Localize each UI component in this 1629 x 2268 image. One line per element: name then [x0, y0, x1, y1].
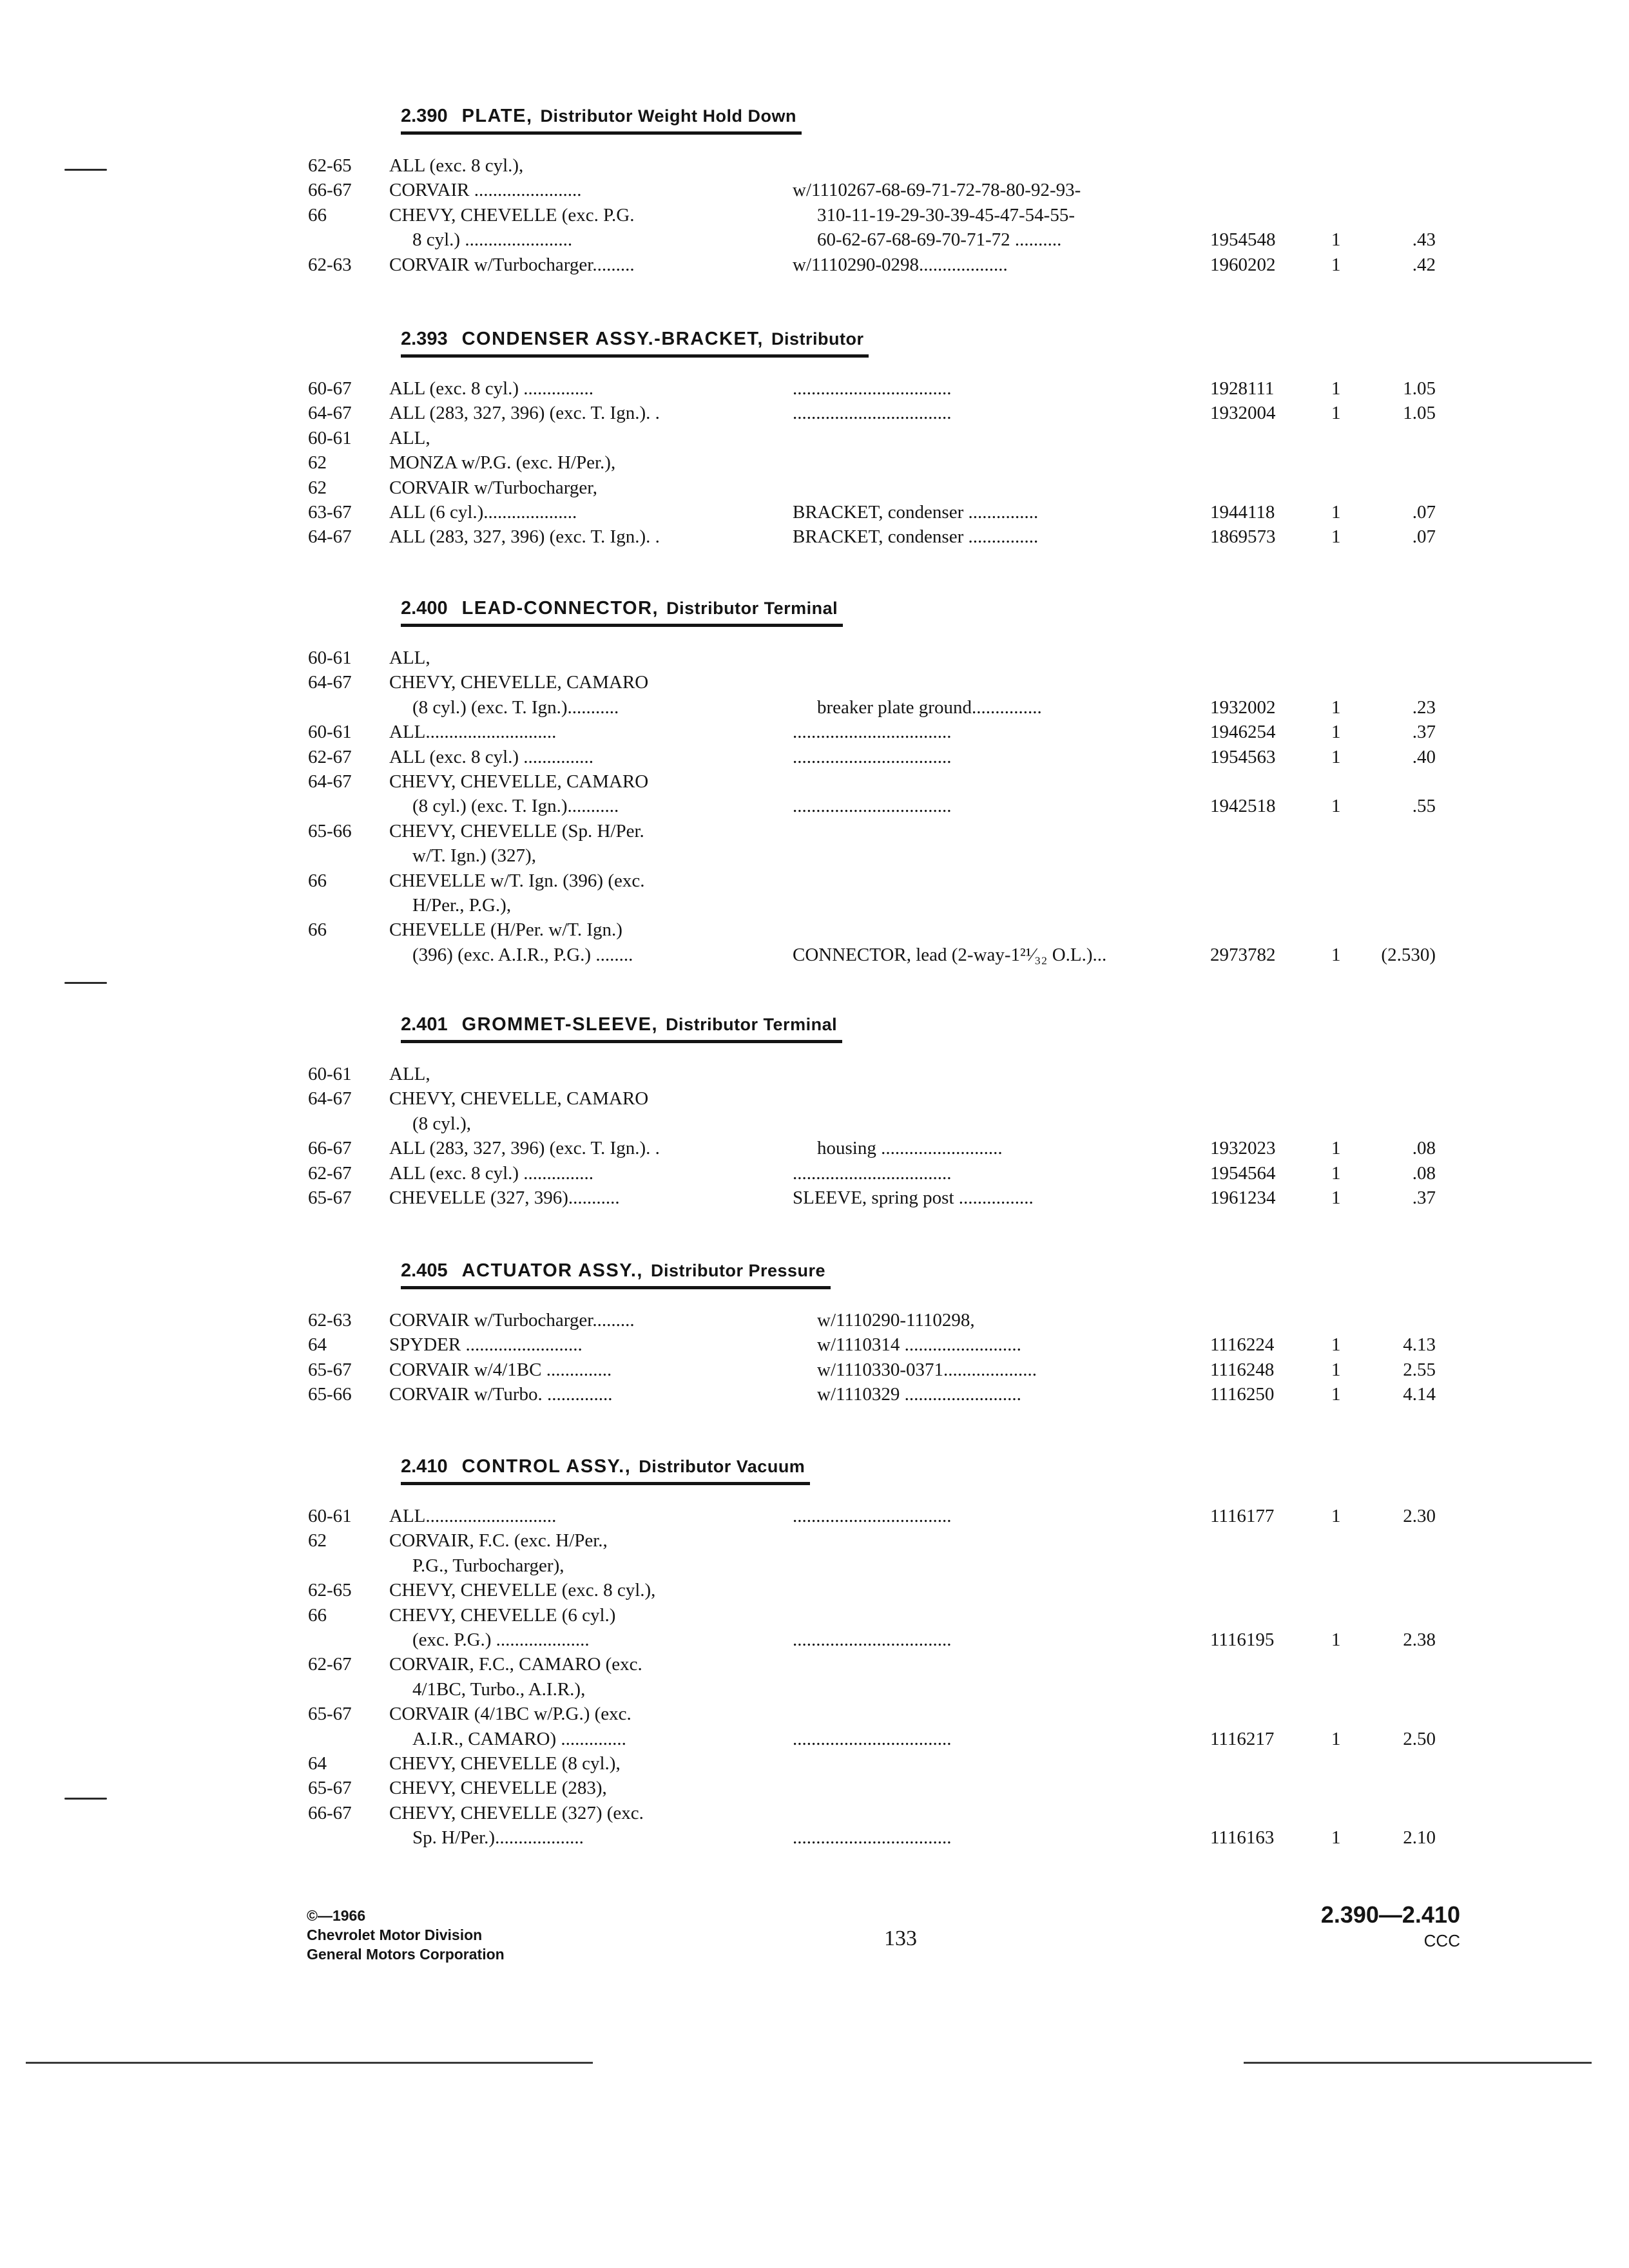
note-cell: housing ..........................: [817, 1138, 1003, 1159]
application-cell: ALL (283, 327, 396) (exc. T. Ign.). .: [389, 526, 660, 548]
application-cell: CHEVY, CHEVELLE (exc. 8 cyl.),: [389, 1580, 656, 1601]
table-row: [0, 253, 1629, 277]
price-cell: 2.55: [1403, 1359, 1436, 1380]
part-number-cell: 1116217: [1210, 1728, 1275, 1749]
note-cell: ..................................: [793, 1629, 952, 1650]
note-cell: 310-11-19-29-30-39-45-47-54-55-: [817, 204, 1075, 226]
year-cell: 62: [308, 477, 327, 498]
section-heading: [401, 595, 843, 627]
bottom-rule-right: [1244, 2062, 1592, 2064]
section-description: Distributor Pressure: [650, 1261, 826, 1280]
price-cell: .40: [1412, 746, 1436, 767]
year-cell: 62: [308, 452, 327, 474]
note-cell: ..................................: [793, 1728, 952, 1749]
table-row: [0, 720, 1629, 744]
section-heading: [401, 1012, 842, 1043]
division-name: Chevrolet Motor Division: [307, 1927, 483, 1943]
year-cell: 62-65: [308, 1580, 352, 1601]
year-cell: 64: [308, 1334, 327, 1356]
application-cell: CHEVELLE (327, 396)...........: [389, 1187, 620, 1208]
application-cell: CHEVY, CHEVELLE, CAMARO: [389, 771, 649, 792]
table-row: [0, 943, 1629, 967]
note-cell: CONNECTOR, lead (2-way-1²¹⁄₃₂ O.L.)...: [793, 944, 1107, 965]
quantity-cell: 1: [1331, 722, 1341, 743]
parts-table: [0, 1308, 1629, 1407]
section-number: 2.393: [401, 329, 448, 349]
note-cell: 60-62-67-68-69-70-71-72 ..........: [817, 229, 1062, 251]
year-cell: 64-67: [308, 771, 352, 792]
quantity-cell: 1: [1331, 229, 1341, 251]
table-row: [0, 1751, 1629, 1776]
application-cell: CHEVY, CHEVELLE (6 cyl.): [389, 1604, 616, 1626]
table-row: [0, 476, 1629, 500]
part-number-cell: 1944118: [1210, 501, 1275, 523]
part-number-cell: 1932004: [1210, 403, 1276, 424]
table-row: [0, 1702, 1629, 1726]
year-cell: 65-66: [308, 1384, 352, 1405]
table-row: [0, 450, 1629, 475]
note-cell: ..................................: [793, 746, 952, 767]
corporation-name: General Motors Corporation: [307, 1946, 505, 1963]
note-cell: w/1110290-1110298,: [817, 1310, 975, 1331]
bottom-rule-left: [26, 2062, 593, 2064]
part-number-cell: 1954563: [1210, 746, 1276, 767]
quantity-cell: 1: [1331, 254, 1341, 275]
price-cell: .37: [1412, 1187, 1436, 1208]
year-cell: 62: [308, 1530, 327, 1552]
section-number: 2.410: [401, 1456, 448, 1477]
table-row: [0, 1727, 1629, 1751]
year-cell: 62-65: [308, 155, 352, 176]
note-cell: w/1110267-68-69-71-72-78-80-92-93-: [793, 180, 1081, 201]
section-number: 2.390: [401, 106, 448, 126]
year-cell: 60-61: [308, 1064, 352, 1084]
quantity-cell: 1: [1331, 501, 1341, 523]
price-cell: 2.10: [1403, 1827, 1436, 1849]
application-cell: CORVAIR .......................: [389, 180, 582, 201]
application-cell: A.I.R., CAMARO) ..............: [412, 1728, 626, 1749]
application-cell: ALL (283, 327, 396) (exc. T. Ign.). .: [389, 1138, 660, 1159]
application-cell: CHEVELLE w/T. Ign. (396) (exc.: [389, 870, 645, 891]
year-cell: 63-67: [308, 501, 352, 523]
year-cell: 65-67: [308, 1187, 352, 1208]
part-number-cell: 1946254: [1210, 722, 1276, 743]
table-row: [0, 646, 1629, 670]
note-cell: ..................................: [793, 1506, 952, 1526]
note-cell: w/1110314 .........................: [817, 1334, 1021, 1356]
application-cell: 8 cyl.) .......................: [412, 229, 573, 251]
part-number-cell: 1116163: [1210, 1827, 1275, 1849]
application-cell: P.G., Turbocharger),: [412, 1555, 564, 1576]
application-cell: (8 cyl.),: [412, 1113, 471, 1134]
table-row: [0, 1358, 1629, 1382]
copyright: ©—1966: [307, 1907, 366, 1924]
application-cell: SPYDER .........................: [389, 1334, 583, 1356]
table-row: [0, 1528, 1629, 1553]
table-row: [0, 1111, 1629, 1136]
page-number: 133: [884, 1927, 917, 1950]
table-row: [0, 745, 1629, 769]
table-row: [0, 869, 1629, 893]
parts-table: [0, 153, 1629, 277]
application-cell: ALL,: [389, 1064, 430, 1084]
year-cell: 62-67: [308, 1162, 352, 1184]
quantity-cell: 1: [1331, 944, 1341, 965]
price-cell: .07: [1412, 501, 1436, 523]
quantity-cell: 1: [1331, 697, 1341, 718]
section-name: CONTROL ASSY.,: [461, 1456, 631, 1477]
price-cell: .07: [1412, 526, 1436, 548]
quantity-cell: 1: [1331, 1138, 1341, 1159]
section-range-block: [1321, 1901, 1460, 1952]
year-cell: 66: [308, 204, 327, 226]
quantity-cell: 1: [1331, 746, 1341, 767]
table-row: [0, 227, 1629, 252]
application-cell: (exc. P.G.) ....................: [412, 1629, 590, 1650]
section-description: Distributor Weight Hold Down: [540, 106, 797, 126]
year-cell: 64-67: [308, 526, 352, 548]
price-cell: 2.38: [1403, 1629, 1436, 1650]
year-cell: 62-67: [308, 746, 352, 767]
application-cell: ALL (283, 327, 396) (exc. T. Ign.). .: [389, 403, 660, 424]
table-row: [0, 1504, 1629, 1528]
year-cell: 66: [308, 1604, 327, 1626]
table-row: [0, 1825, 1629, 1850]
note-cell: ..................................: [793, 1827, 952, 1849]
year-cell: 64-67: [308, 1088, 352, 1110]
section-number: 2.400: [401, 598, 448, 619]
note-cell: BRACKET, condenser ...............: [793, 526, 1039, 548]
year-cell: 60-61: [308, 1506, 352, 1526]
table-row: [0, 1161, 1629, 1186]
note-cell: w/1110290-0298...................: [793, 254, 1008, 275]
quantity-cell: 1: [1331, 1334, 1341, 1356]
application-cell: CHEVY, CHEVELLE (283),: [389, 1778, 607, 1799]
part-number-cell: 1116250: [1210, 1384, 1275, 1405]
price-cell: .37: [1412, 722, 1436, 743]
application-cell: ALL (exc. 8 cyl.) ...............: [389, 746, 594, 767]
note-cell: ..................................: [793, 722, 952, 743]
application-cell: CORVAIR w/Turbocharger,: [389, 477, 598, 498]
table-row: [0, 769, 1629, 794]
price-cell: .42: [1412, 254, 1436, 275]
year-cell: 64-67: [308, 403, 352, 424]
table-row: [0, 524, 1629, 549]
section-description: Distributor Vacuum: [639, 1457, 805, 1476]
part-number-cell: 1960202: [1210, 254, 1276, 275]
note-cell: ..................................: [793, 403, 952, 424]
part-number-cell: 1954564: [1210, 1162, 1276, 1184]
parts-table: [0, 1062, 1629, 1210]
section-name: ACTUATOR ASSY.,: [461, 1260, 643, 1281]
catalog-code: CCC: [1423, 1931, 1460, 1950]
quantity-cell: 1: [1331, 1827, 1341, 1849]
section-description: Distributor Terminal: [666, 599, 838, 618]
application-cell: (8 cyl.) (exc. T. Ign.)...........: [412, 796, 619, 817]
table-row: [0, 918, 1629, 942]
parts-table: [0, 376, 1629, 550]
year-cell: 66: [308, 870, 327, 891]
application-cell: MONZA w/P.G. (exc. H/Per.),: [389, 452, 616, 474]
application-cell: 4/1BC, Turbo., A.I.R.),: [412, 1678, 586, 1700]
punch-hole-mark: [64, 982, 107, 984]
quantity-cell: 1: [1331, 526, 1341, 548]
table-row: [0, 1382, 1629, 1407]
price-cell: 2.30: [1403, 1506, 1436, 1526]
year-cell: 65-66: [308, 820, 352, 841]
section-name: GROMMET-SLEEVE,: [461, 1014, 659, 1035]
quantity-cell: 1: [1331, 1384, 1341, 1405]
application-cell: w/T. Ign.) (327),: [412, 845, 536, 867]
table-row: [0, 1776, 1629, 1800]
table-row: [0, 1332, 1629, 1357]
application-cell: ALL (exc. 8 cyl.),: [389, 155, 524, 176]
year-cell: 62-67: [308, 1654, 352, 1675]
year-cell: 65-67: [308, 1778, 352, 1799]
application-cell: CHEVY, CHEVELLE (exc. P.G.: [389, 204, 635, 226]
section-name: CONDENSER ASSY.-BRACKET,: [461, 329, 764, 349]
table-row: [0, 1677, 1629, 1702]
part-number-cell: 1116248: [1210, 1359, 1275, 1380]
application-cell: CHEVY, CHEVELLE (Sp. H/Per.: [389, 820, 644, 841]
section-number: 2.405: [401, 1260, 448, 1281]
application-cell: Sp. H/Per.)...................: [412, 1827, 584, 1849]
section-name: PLATE,: [461, 106, 533, 126]
application-cell: CHEVY, CHEVELLE (8 cyl.),: [389, 1753, 621, 1774]
note-cell: breaker plate ground...............: [817, 697, 1042, 718]
section-heading: [401, 103, 802, 135]
price-cell: (2.530): [1381, 944, 1436, 965]
quantity-cell: 1: [1331, 1187, 1341, 1208]
year-cell: 62-63: [308, 254, 352, 275]
table-row: [0, 843, 1629, 868]
price-cell: .08: [1412, 1162, 1436, 1184]
year-cell: 66: [308, 919, 327, 941]
application-cell: ALL (exc. 8 cyl.) ...............: [389, 1162, 594, 1184]
table-row: [0, 670, 1629, 695]
quantity-cell: 1: [1331, 1359, 1341, 1380]
section-heading: [401, 326, 869, 358]
year-cell: 66-67: [308, 180, 352, 201]
table-row: [0, 401, 1629, 425]
price-cell: .55: [1412, 796, 1436, 817]
price-cell: 2.50: [1403, 1728, 1436, 1749]
section-name: LEAD-CONNECTOR,: [461, 598, 659, 619]
table-row: [0, 1136, 1629, 1160]
application-cell: CHEVY, CHEVELLE (327) (exc.: [389, 1802, 644, 1823]
application-cell: H/Per., P.G.),: [412, 894, 512, 916]
section-description: Distributor: [771, 329, 864, 349]
note-cell: ..................................: [793, 796, 952, 817]
section-range: 2.390—2.410: [1320, 1901, 1460, 1928]
section-description: Distributor Terminal: [666, 1015, 838, 1034]
table-row: [0, 178, 1629, 202]
quantity-cell: 1: [1331, 796, 1341, 817]
application-cell: ALL,: [389, 427, 430, 448]
table-row: [0, 376, 1629, 401]
note-cell: ..................................: [793, 1162, 952, 1184]
application-cell: (8 cyl.) (exc. T. Ign.)...........: [412, 697, 619, 718]
table-row: [0, 153, 1629, 178]
table-row: [0, 1308, 1629, 1332]
part-number-cell: 1932023: [1210, 1138, 1276, 1159]
table-row: [0, 1603, 1629, 1628]
year-cell: 66-67: [308, 1138, 352, 1159]
table-row: [0, 500, 1629, 524]
application-cell: CORVAIR w/Turbo. ..............: [389, 1384, 613, 1405]
part-number-cell: 1961234: [1210, 1187, 1276, 1208]
price-cell: 4.14: [1403, 1384, 1436, 1405]
table-row: [0, 1628, 1629, 1652]
year-cell: 65-67: [308, 1359, 352, 1380]
parts-table: [0, 646, 1629, 967]
table-row: [0, 1553, 1629, 1578]
price-cell: .08: [1412, 1138, 1436, 1159]
price-cell: .23: [1412, 697, 1436, 718]
application-cell: CORVAIR (4/1BC w/P.G.) (exc.: [389, 1704, 631, 1725]
year-cell: 60-61: [308, 648, 352, 668]
year-cell: 64-67: [308, 672, 352, 693]
quantity-cell: 1: [1331, 1506, 1341, 1526]
part-number-cell: 1928111: [1210, 378, 1275, 399]
table-row: [0, 1652, 1629, 1677]
table-row: [0, 1186, 1629, 1210]
application-cell: CORVAIR w/Turbocharger.........: [389, 254, 635, 275]
application-cell: CHEVY, CHEVELLE, CAMARO: [389, 672, 649, 693]
price-cell: 1.05: [1403, 378, 1436, 399]
note-cell: BRACKET, condenser ...............: [793, 501, 1039, 523]
price-cell: .43: [1412, 229, 1436, 251]
part-number-cell: 1942518: [1210, 796, 1276, 817]
note-cell: w/1110329 .........................: [817, 1384, 1021, 1405]
year-cell: 64: [308, 1753, 327, 1774]
year-cell: 60-61: [308, 722, 352, 743]
quantity-cell: 1: [1331, 378, 1341, 399]
table-row: [0, 426, 1629, 450]
table-row: [0, 1578, 1629, 1602]
section-number: 2.401: [401, 1014, 448, 1035]
part-number-cell: 1954548: [1210, 229, 1276, 251]
application-cell: CHEVY, CHEVELLE, CAMARO: [389, 1088, 649, 1110]
part-number-cell: 1869573: [1210, 526, 1276, 548]
publisher-block: [307, 1906, 505, 1964]
part-number-cell: 2973782: [1210, 944, 1276, 965]
price-cell: 4.13: [1403, 1334, 1436, 1356]
table-row: [0, 695, 1629, 720]
year-cell: 65-67: [308, 1704, 352, 1725]
table-row: [0, 203, 1629, 227]
application-cell: ALL (6 cyl.)....................: [389, 501, 577, 523]
table-row: [0, 794, 1629, 818]
section-heading: [401, 1454, 810, 1485]
part-number-cell: 1932002: [1210, 697, 1276, 718]
year-cell: 60-61: [308, 427, 352, 448]
note-cell: ..................................: [793, 378, 952, 399]
table-row: [0, 819, 1629, 843]
table-row: [0, 1086, 1629, 1111]
application-cell: CORVAIR w/4/1BC ..............: [389, 1359, 612, 1380]
price-cell: 1.05: [1403, 403, 1436, 424]
year-cell: 62-63: [308, 1310, 352, 1331]
application-cell: CORVAIR, F.C., CAMARO (exc.: [389, 1654, 642, 1675]
table-row: [0, 893, 1629, 918]
part-number-cell: 1116195: [1210, 1629, 1275, 1650]
application-cell: ALL,: [389, 648, 430, 668]
quantity-cell: 1: [1331, 1162, 1341, 1184]
quantity-cell: 1: [1331, 1629, 1341, 1650]
application-cell: ALL............................: [389, 1506, 557, 1526]
application-cell: CORVAIR w/Turbocharger.........: [389, 1310, 635, 1331]
note-cell: SLEEVE, spring post ................: [793, 1187, 1034, 1208]
application-cell: ALL (exc. 8 cyl.) ...............: [389, 378, 594, 399]
application-cell: CHEVELLE (H/Per. w/T. Ign.): [389, 919, 622, 941]
application-cell: CORVAIR, F.C. (exc. H/Per.,: [389, 1530, 608, 1552]
table-row: [0, 1801, 1629, 1825]
note-cell: w/1110330-0371....................: [817, 1359, 1037, 1380]
year-cell: 60-67: [308, 378, 352, 399]
application-cell: ALL............................: [389, 722, 557, 743]
year-cell: 66-67: [308, 1802, 352, 1823]
application-cell: (396) (exc. A.I.R., P.G.) ........: [412, 944, 633, 965]
section-heading: [401, 1258, 831, 1289]
part-number-cell: 1116224: [1210, 1334, 1275, 1356]
part-number-cell: 1116177: [1210, 1506, 1275, 1526]
table-row: [0, 1062, 1629, 1086]
quantity-cell: 1: [1331, 1728, 1341, 1749]
parts-table: [0, 1504, 1629, 1850]
quantity-cell: 1: [1331, 403, 1341, 424]
